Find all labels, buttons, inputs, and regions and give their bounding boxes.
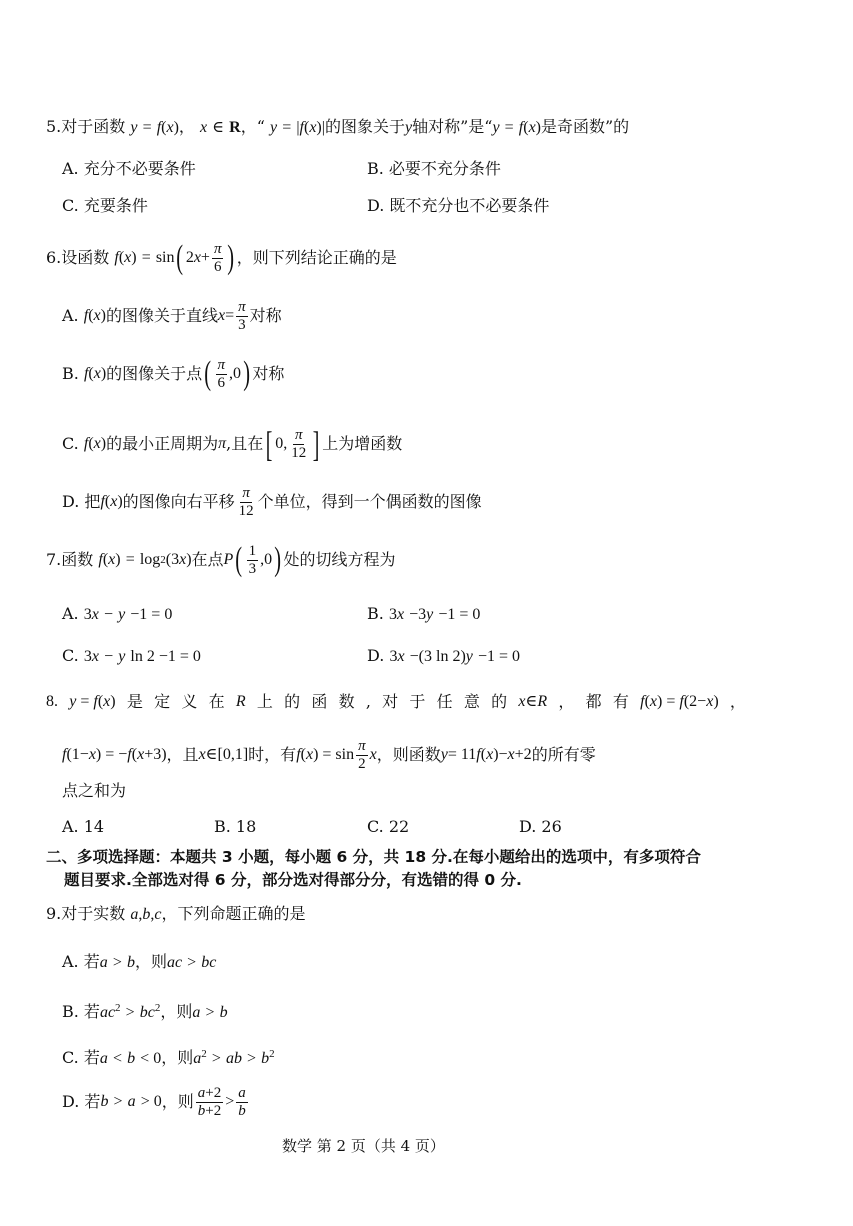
q6-option-b: B. f ( x ) 的图像关于点 ( $\frac{\pi}{6}$ ,0 ) 对称 — [62, 355, 285, 392]
q7-option-a: A. 3x − y −1 = 0 — [62, 604, 173, 623]
q8-option-c: C. 22 — [367, 817, 410, 836]
q6-stem: 6. 设函数 f ( x ) = sin ( 2 x + $\frac{\pi}{6}$ ) ，则下列结论正确的是 — [46, 239, 397, 276]
q5-option-a: A. 充分不必要条件 — [62, 159, 196, 178]
q6-option-a: A. f ( x ) 的图像关于直线 x = $\frac{\pi}{3}$ 对称 — [62, 298, 282, 333]
q8-option-b: B. 18 — [214, 817, 257, 836]
q5-option-b: B. 必要不充分条件 — [367, 159, 501, 178]
q8-line-3: 点之和为 — [62, 781, 127, 800]
q8-option-d: D. 26 — [519, 817, 562, 836]
q7-option-d: D. 3x −(3 ln 2)y −1 = 0 — [367, 646, 521, 665]
q9-option-b: B. 若$ac^2 > bc^2$，则a > b — [62, 1002, 228, 1021]
q5-option-d: D. 既不充分也不必要条件 — [367, 196, 550, 215]
section-2-heading: 二、多项选择题：本题共 3 小题，每小题 6 分，共 18 分.在每小题给出的选项中，有多项符合 — [46, 848, 701, 866]
q9-option-d: D. 若 b > a > 0 ，则 $\frac{a+2}{b+2}$ > $\frac{a}{b}$ — [62, 1084, 246, 1119]
q8-line-2: f (1− x ) = − f ( x +3) ，且 x ∈[0,1] 时，有 f ( x ) = sin $\frac{\pi}{2}$ x ，则函数 y = 11 f ( x )− x +2 的所有零 — [62, 737, 596, 772]
q8-line-1: 8. y = f(x) 是 定 义 在 R 上 的 函 数 , 对 于 任 意 的 x∈R ， 都 有 f(x) = f(2−x) ， — [46, 691, 746, 711]
q6-option-d: D. 把 f ( x ) 的图像向右平移 $\frac{\pi}{12}$ 个单位，得到一个偶函数的图像 — [62, 484, 482, 519]
q9-option-c: C. 若a < b < 0，则$a^2$ > ab > $b^2$ — [62, 1048, 275, 1067]
q6-option-c: C. f ( x ) 的最小正周期为 π ,且在 [ 0, $\frac{\pi}{12}$ ] 上为增函数 — [62, 424, 403, 464]
q5-number: 5. — [46, 117, 62, 136]
q9-option-a: A. 若a > b，则ac > bc — [62, 952, 217, 971]
q7-option-b: B. 3x −3y −1 = 0 — [367, 604, 481, 623]
q5-option-c: C. 充要条件 — [62, 196, 148, 215]
section-2-instructions: 题目要求.全部选对得 6 分，部分选对得部分分，有选错的得 0 分. — [64, 871, 522, 889]
q5-stem: 5.对于函数 y = f(x)， x ∈ R，“ y = |f(x)|的图象关于y轴对称”是“y = f(x)是奇函数”的 — [46, 117, 630, 136]
page-footer: 数学 第 2 页（共 4 页） — [282, 1137, 445, 1155]
q7-option-c: C. 3x − y ln 2 −1 = 0 — [62, 646, 201, 665]
q8-option-a: A. 14 — [62, 817, 105, 836]
q7-stem: 7. 函数 f ( x ) = log 2 (3 x ) 在点 P ( $\frac{1}{3}$ ,0 ) 处的切线方程为 — [46, 541, 396, 578]
q9-stem: 9.对于实数 a,b,c，下列命题正确的是 — [46, 904, 306, 923]
